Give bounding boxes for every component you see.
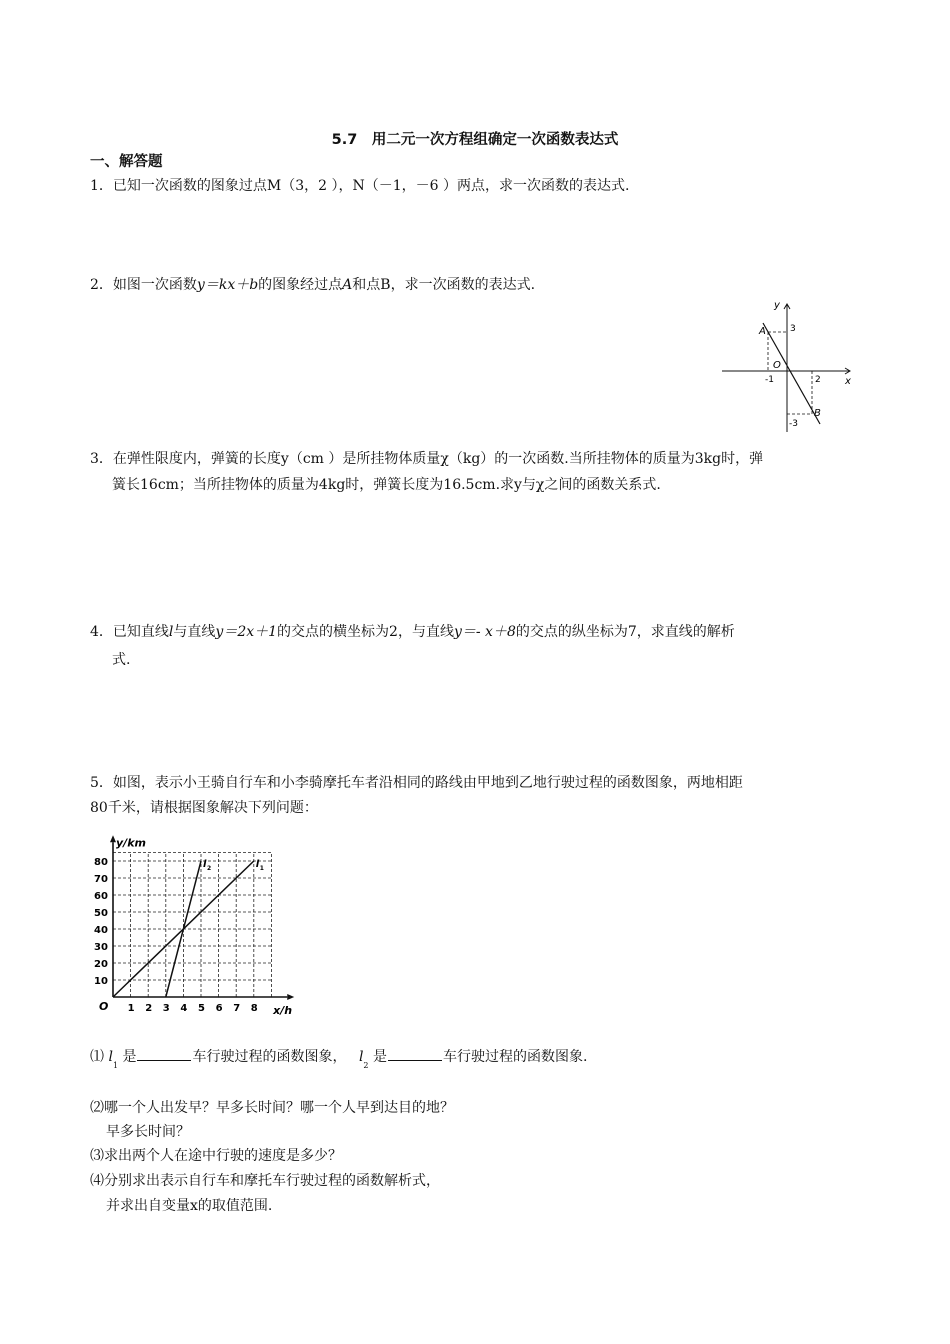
q2-tick-neg3: -3: [789, 419, 798, 429]
sub1-l1-subscript: 1: [112, 1061, 119, 1070]
q5-x-tick-label: 3: [162, 1003, 170, 1014]
q4-prefix: 4．已知直线: [90, 624, 169, 640]
q5-series-l1-label: l: [255, 859, 260, 870]
question-3-line1: 3．在弹性限度内，弹簧的长度y（cm ）是所挂物体质量χ（kg）的一次函数.当所挂物体的质量为3kg时，弹: [90, 451, 764, 467]
question-4: [90, 622, 735, 642]
q5-distance-time-chart: [88, 818, 300, 1022]
q2-suffix: 和点B，求一次函数的表达式.: [352, 277, 536, 293]
q2-x-label: x: [845, 376, 851, 387]
q5-series-l2-label: l: [203, 859, 207, 870]
q5-y-tick-label: 20: [94, 959, 108, 970]
q5-y-axis-label: y/km: [116, 836, 146, 850]
q2-formula: y＝kx＋b: [196, 277, 259, 293]
q2-coordinate-graph: [718, 296, 860, 436]
q5-y-tick-label: 70: [94, 874, 108, 885]
q5-y-tick-label: 30: [94, 942, 108, 953]
q5-y-tick-label: 50: [94, 908, 108, 919]
q2-point-b-label: B: [814, 408, 821, 419]
section-heading: 一、解答题: [90, 154, 163, 170]
q5-y-tick-label: 10: [94, 976, 108, 987]
question-2: [90, 275, 535, 295]
q5-x-tick-label: 7: [233, 1003, 241, 1014]
answer-blank-2[interactable]: [388, 1046, 442, 1061]
q5-y-tick-label: 60: [94, 891, 108, 902]
q5-series-l2-label-sub: 2: [207, 865, 212, 872]
q5-x-tick-label: 1: [127, 1003, 135, 1014]
q4-mid2: 的交点的横坐标为2，与直线: [277, 624, 454, 640]
q2-point-a: A: [342, 277, 353, 293]
sub1-text1: 车行驶过程的函数图象，: [192, 1049, 347, 1065]
sub-question-3: ⑶求出两个人在途中行驶的速度是多少？: [90, 1148, 342, 1164]
sub-question-4-line2: 并求出自变量x的取值范围.: [106, 1198, 273, 1214]
sub-question-1: [90, 1046, 587, 1076]
question-5-line2: 80千米，请根据图象解决下列问题：: [90, 800, 318, 816]
q4-formula2: y＝- x＋8: [453, 624, 516, 640]
sub1-text2: 车行驶过程的函数图象.: [442, 1049, 588, 1065]
question-3-line2: 簧长16cm；当所挂物体的质量为4kg时，弹簧长度为16.5cm.求y与χ之间的函数关系式.: [112, 477, 661, 493]
q2-tick-3: 3: [790, 324, 796, 334]
q5-x-axis-arrow: [287, 994, 294, 1000]
q5-x-axis-label: x/h: [273, 1004, 293, 1017]
answer-blank-1[interactable]: [137, 1046, 191, 1061]
q5-series-l1-label-sub: 1: [259, 865, 264, 872]
q2-prefix: 2．如图一次函数: [90, 277, 197, 293]
q5-chart-grid: [113, 853, 271, 998]
q5-y-tick-label: 40: [94, 925, 108, 936]
q2-y-label: y: [774, 300, 780, 311]
q5-x-tick-label: 8: [250, 1003, 258, 1014]
q5-x-tick-label: 2: [145, 1003, 153, 1014]
question-4-line2: 式.: [112, 652, 131, 668]
q4-formula1: y＝2x＋1: [215, 624, 278, 640]
sub-question-2-line1: ⑵哪一个人出发早？早多长时间？哪一个人早到达目的地？: [90, 1100, 454, 1116]
q5-x-tick-label: 6: [215, 1003, 223, 1014]
q5-chart-series: [113, 859, 264, 997]
q2-mid: 的图象经过点: [258, 277, 343, 293]
q2-tick-neg1: -1: [765, 375, 774, 385]
q4-suffix: 的交点的纵坐标为7，求直线的解析: [515, 624, 735, 640]
sub1-is2: 是: [372, 1049, 387, 1065]
sub1-l1: l: [108, 1049, 113, 1065]
sub-question-4-line1: ⑷分别求出表示自行车和摩托车行驶过程的函数解析式，: [90, 1173, 440, 1189]
sub1-number: ⑴: [90, 1049, 104, 1065]
q5-origin-label: O: [99, 1000, 109, 1013]
sub1-is1: 是: [122, 1049, 137, 1065]
q5-y-tick-label: 80: [94, 857, 108, 868]
sub1-l2-subscript: 2: [363, 1061, 369, 1070]
q2-point-a-label: A: [759, 326, 766, 337]
q2-tick-2: 2: [815, 375, 821, 385]
q5-x-tick-label: 5: [198, 1003, 205, 1014]
sub1-l2: l: [358, 1049, 364, 1065]
page-title: 5.7 用二元一次方程组确定一次函数表达式: [331, 132, 619, 148]
q4-line-l: l: [168, 624, 174, 640]
question-5-line1: 5．如图，表示小王骑自行车和小李骑摩托车者沿相同的路线由甲地到乙地行驶过程的函数图象，两地相距: [90, 775, 743, 791]
q2-function-line: [763, 323, 820, 424]
q5-x-tick-label: 4: [180, 1003, 188, 1014]
q2-origin-label: O: [773, 360, 781, 371]
question-1: 1．已知一次函数的图象过点M（3，2 ），N（－1，－6 ）两点，求一次函数的表达式.: [90, 178, 630, 194]
sub-question-2-line2: 早多长时间？: [106, 1124, 190, 1140]
q4-mid1: 与直线: [173, 624, 216, 640]
